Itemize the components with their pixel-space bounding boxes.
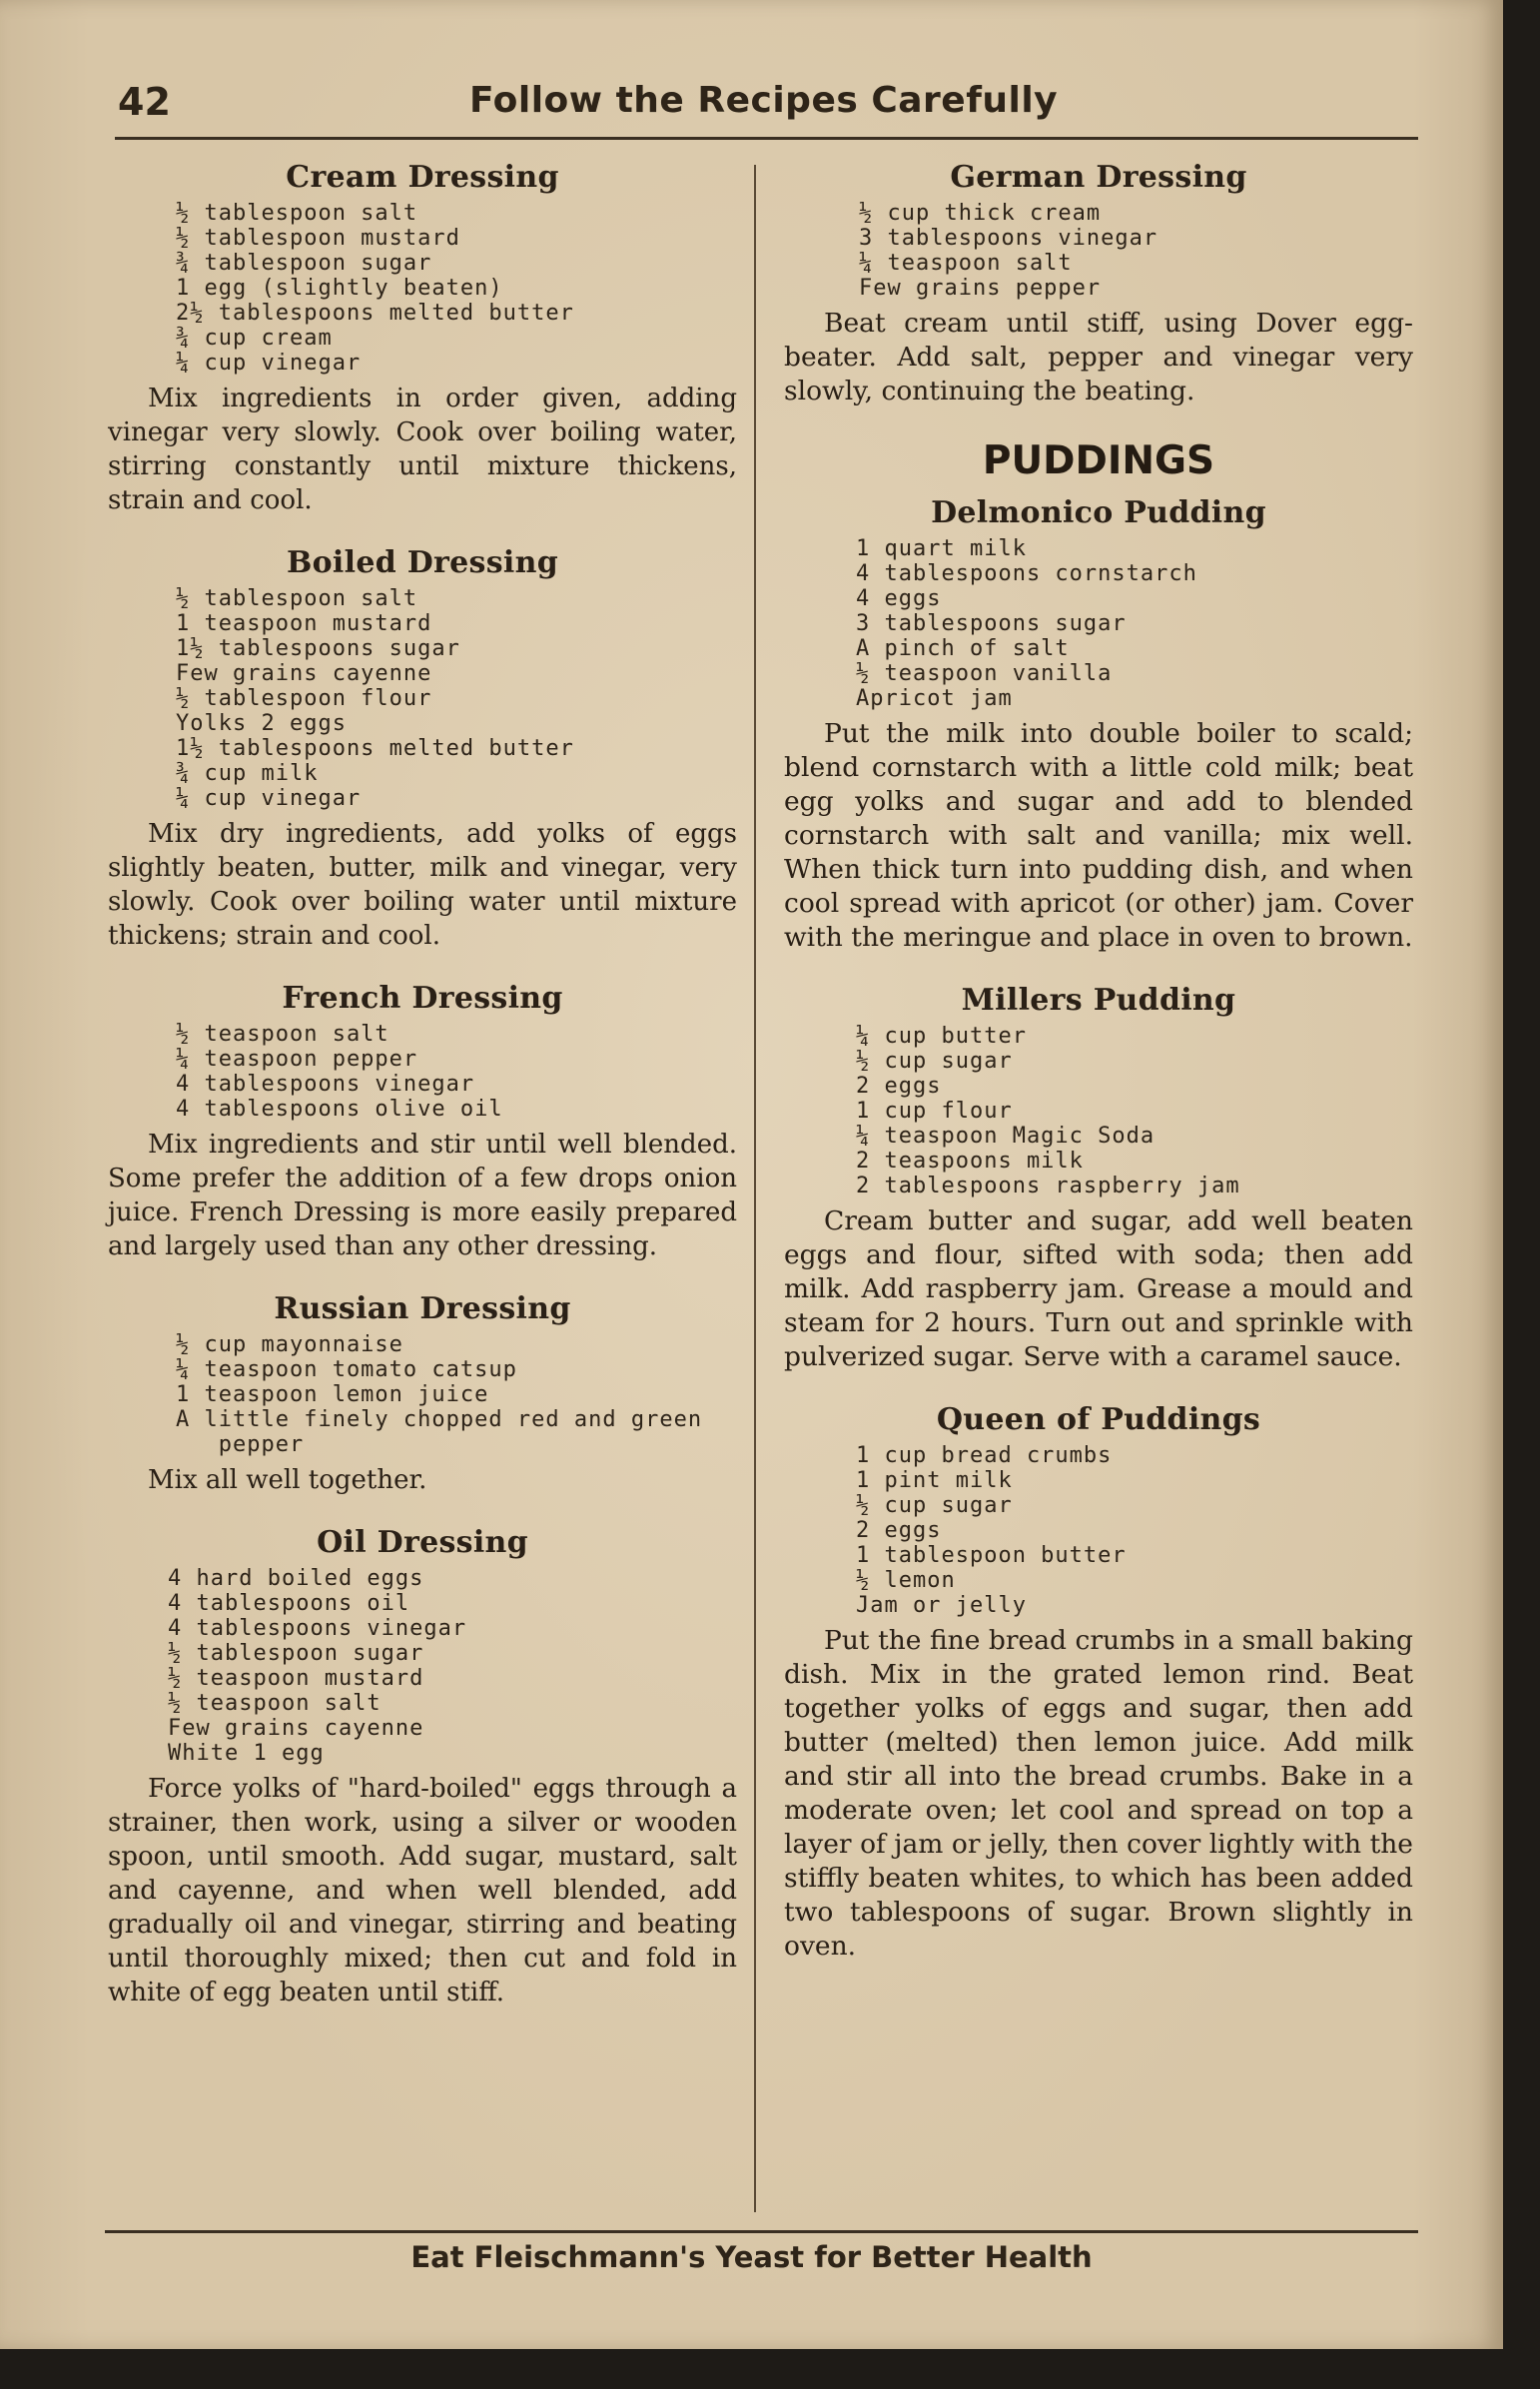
ingredient: ½ cup thick cream	[859, 201, 1102, 226]
ingredient-list	[856, 1443, 1413, 1618]
page-number: 42	[118, 80, 171, 124]
ingredient-list	[856, 536, 1413, 711]
ingredient: 2½ tablespoons melted butter	[176, 301, 574, 326]
ingredient: 2 teaspoons milk	[856, 1149, 1084, 1174]
recipe-method: Beat cream until stiff, using Dover egg-beater. Add salt, pepper and vinegar very slowly, continuing the beating.	[784, 308, 1413, 406]
running-head: Follow the Recipes Carefully	[469, 80, 1059, 121]
ingredient: 1 teaspoon lemon juice	[176, 1382, 489, 1407]
ingredient-list	[856, 1024, 1413, 1198]
ingredient-list	[176, 201, 737, 376]
recipe-method: Put the milk into double boiler to scald; blend cornstarch with a little cold milk; beat egg yolks and sugar and add to blended cornstarch with salt and vanilla; mix well. When thick turn into pudding dish, and when cool spread with apricot (or other) jam. Cover with the meringue and place in oven to brown.	[784, 718, 1413, 953]
ingredient: Jam or jelly	[856, 1593, 1027, 1618]
recipe-method: Mix ingredients in order given, adding vinegar very slowly. Cook over boiling water, stirring constantly until mixture thickens, strain and cool.	[108, 384, 737, 515]
recipe-german-dressing	[784, 160, 1413, 408]
ingredient: 1 teaspoon mustard	[176, 611, 432, 636]
recipe-title: German Dressing	[950, 160, 1247, 195]
ingredient: 2 eggs	[856, 1074, 942, 1099]
recipe-method: Put the fine bread crumbs in a small baking dish. Mix in the grated lemon rind. Beat together yolks of eggs and sugar, then add butter (melted) then lemon juice. Add milk and stir all into the bread crumbs. Bake in a moderate oven; let cool and spread on top a layer of jam or jelly, then cover lightly with the stiffly beaten whites, to which has been added two tablespoons of sugar. Brown slightly in oven.	[784, 1625, 1413, 1962]
ingredient: 1 tablespoon butter	[856, 1543, 1127, 1568]
ingredient: 4 tablespoons vinegar	[176, 1072, 475, 1097]
recipe-method: Mix all well together.	[148, 1465, 427, 1495]
recipe-millers-pudding	[784, 983, 1413, 1374]
recipe-title: Delmonico Pudding	[931, 495, 1266, 530]
recipe-boiled-dressing	[108, 545, 737, 953]
ingredient-list	[168, 1566, 737, 1766]
recipe-french-dressing	[108, 981, 737, 1263]
ingredient: ¼ cup butter	[856, 1024, 1027, 1049]
ingredient: ½ lemon	[856, 1568, 956, 1593]
ingredient: Few grains cayenne	[168, 1716, 424, 1741]
ingredient-list	[176, 586, 737, 811]
recipe-cream-dressing	[108, 160, 737, 517]
ingredient: 1½ tablespoons sugar	[176, 636, 460, 661]
ingredient: Apricot jam	[856, 686, 1013, 711]
header-rule	[115, 137, 1418, 140]
page-footer: Eat Fleischmann's Yeast for Better Health	[410, 2240, 1093, 2274]
ingredient: Yolks 2 eggs	[176, 711, 347, 736]
ingredient: A little finely chopped red and green	[176, 1407, 703, 1432]
ingredient: 1 quart milk	[856, 536, 1027, 561]
recipe-title: Millers Pudding	[961, 983, 1236, 1018]
ingredient: 4 tablespoons olive oil	[176, 1097, 503, 1122]
left-column	[108, 160, 737, 2037]
ingredient: 1 pint milk	[856, 1468, 1013, 1493]
recipe-delmonico-pudding	[784, 495, 1413, 955]
ingredient: ¼ teaspoon Magic Soda	[856, 1124, 1155, 1149]
ingredient: ¾ cup cream	[176, 326, 333, 351]
ingredient: 1½ tablespoons melted butter	[176, 736, 574, 761]
ingredient: ¾ tablespoon sugar	[176, 251, 432, 276]
recipe-title: Queen of Puddings	[936, 1402, 1261, 1437]
ingredient: ¼ teaspoon pepper	[176, 1047, 418, 1072]
ingredient: Few grains cayenne	[176, 661, 432, 686]
recipe-method: Force yolks of "hard-boiled" eggs through a strainer, then work, using a silver or wooden spoon, until smooth. Add sugar, mustard, salt and cayenne, and when well blended, add gradually oil and vinegar, stirring and beating until thoroughly mixed; then cut and fold in white of egg beaten until stiff.	[108, 1774, 737, 2007]
ingredient: ½ cup sugar	[856, 1049, 1013, 1074]
recipe-russian-dressing	[108, 1291, 737, 1497]
recipe-title: Boiled Dressing	[286, 545, 559, 580]
ingredient: ½ tablespoon salt	[176, 201, 418, 226]
ingredient: ½ cup mayonnaise	[176, 1332, 403, 1357]
ingredient: ½ teaspoon salt	[168, 1691, 382, 1716]
ingredient: 2 eggs	[856, 1518, 942, 1543]
ingredient: ¼ cup vinegar	[176, 786, 362, 811]
recipe-method: Cream butter and sugar, add well beaten eggs and flour, sifted with soda; then add milk. Add raspberry jam. Grease a mould and steam for 2 hours. Turn out and sprinkle with pulverized sugar. Serve with a caramel sauce.	[784, 1205, 1413, 1372]
ingredient: 4 tablespoons oil	[168, 1591, 410, 1616]
ingredient: White 1 egg	[168, 1741, 325, 1766]
ingredient: ¼ teaspoon tomato catsup	[176, 1357, 517, 1382]
recipe-method: Mix dry ingredients, add yolks of eggs slightly beaten, butter, milk and vinegar, very slowly. Cook over boiling water until mixture thickens; strain and cool.	[108, 819, 737, 951]
recipe-queen-of-puddings	[784, 1402, 1413, 1964]
footer-rule	[105, 2230, 1418, 2233]
ingredient-list	[176, 1022, 737, 1122]
ingredient: A pinch of salt	[856, 636, 1070, 661]
recipe-title: Russian Dressing	[274, 1291, 571, 1326]
recipe-title: French Dressing	[282, 981, 563, 1016]
ingredient: 2 tablespoons raspberry jam	[856, 1174, 1240, 1198]
ingredient: ¾ cup milk	[176, 761, 319, 786]
ingredient: 4 tablespoons vinegar	[168, 1616, 467, 1641]
ingredient: ½ cup sugar	[856, 1493, 1013, 1518]
ingredient: 3 tablespoons sugar	[856, 611, 1127, 636]
ingredient: pepper	[176, 1432, 305, 1457]
ingredient: 1 cup bread crumbs	[856, 1443, 1113, 1468]
ingredient-list	[859, 201, 1413, 301]
recipe-method: Mix ingredients and stir until well blended. Some prefer the addition of a few drops onion juice. French Dressing is more easily prepared and largely used than any other dressing.	[108, 1130, 737, 1261]
ingredient: 3 tablespoons vinegar	[859, 226, 1158, 251]
recipe-title: Cream Dressing	[286, 160, 559, 195]
right-column	[784, 160, 1413, 1991]
ingredient-list	[176, 1332, 737, 1457]
ingredient: ½ tablespoon flour	[176, 686, 432, 711]
ingredient: 4 eggs	[856, 586, 942, 611]
ingredient: ½ teaspoon salt	[176, 1022, 389, 1047]
ingredient: ½ tablespoon salt	[176, 586, 418, 611]
ingredient: 1 cup flour	[856, 1099, 1013, 1124]
column-divider	[754, 165, 756, 2212]
ingredient: ¼ cup vinegar	[176, 351, 362, 376]
ingredient: 4 tablespoons cornstarch	[856, 561, 1197, 586]
ingredient: ½ teaspoon vanilla	[856, 661, 1113, 686]
ingredient: ½ teaspoon mustard	[168, 1666, 424, 1691]
section-heading-puddings: PUDDINGS	[982, 438, 1215, 483]
ingredient: 4 hard boiled eggs	[168, 1566, 424, 1591]
recipe-title: Oil Dressing	[317, 1525, 528, 1560]
ingredient: 1 egg (slightly beaten)	[176, 276, 503, 301]
ingredient: Few grains pepper	[859, 276, 1102, 301]
ingredient: ½ tablespoon sugar	[168, 1641, 424, 1666]
ingredient: ½ tablespoon mustard	[176, 226, 460, 251]
recipe-oil-dressing	[108, 1525, 737, 2009]
ingredient: ¼ teaspoon salt	[859, 251, 1073, 276]
